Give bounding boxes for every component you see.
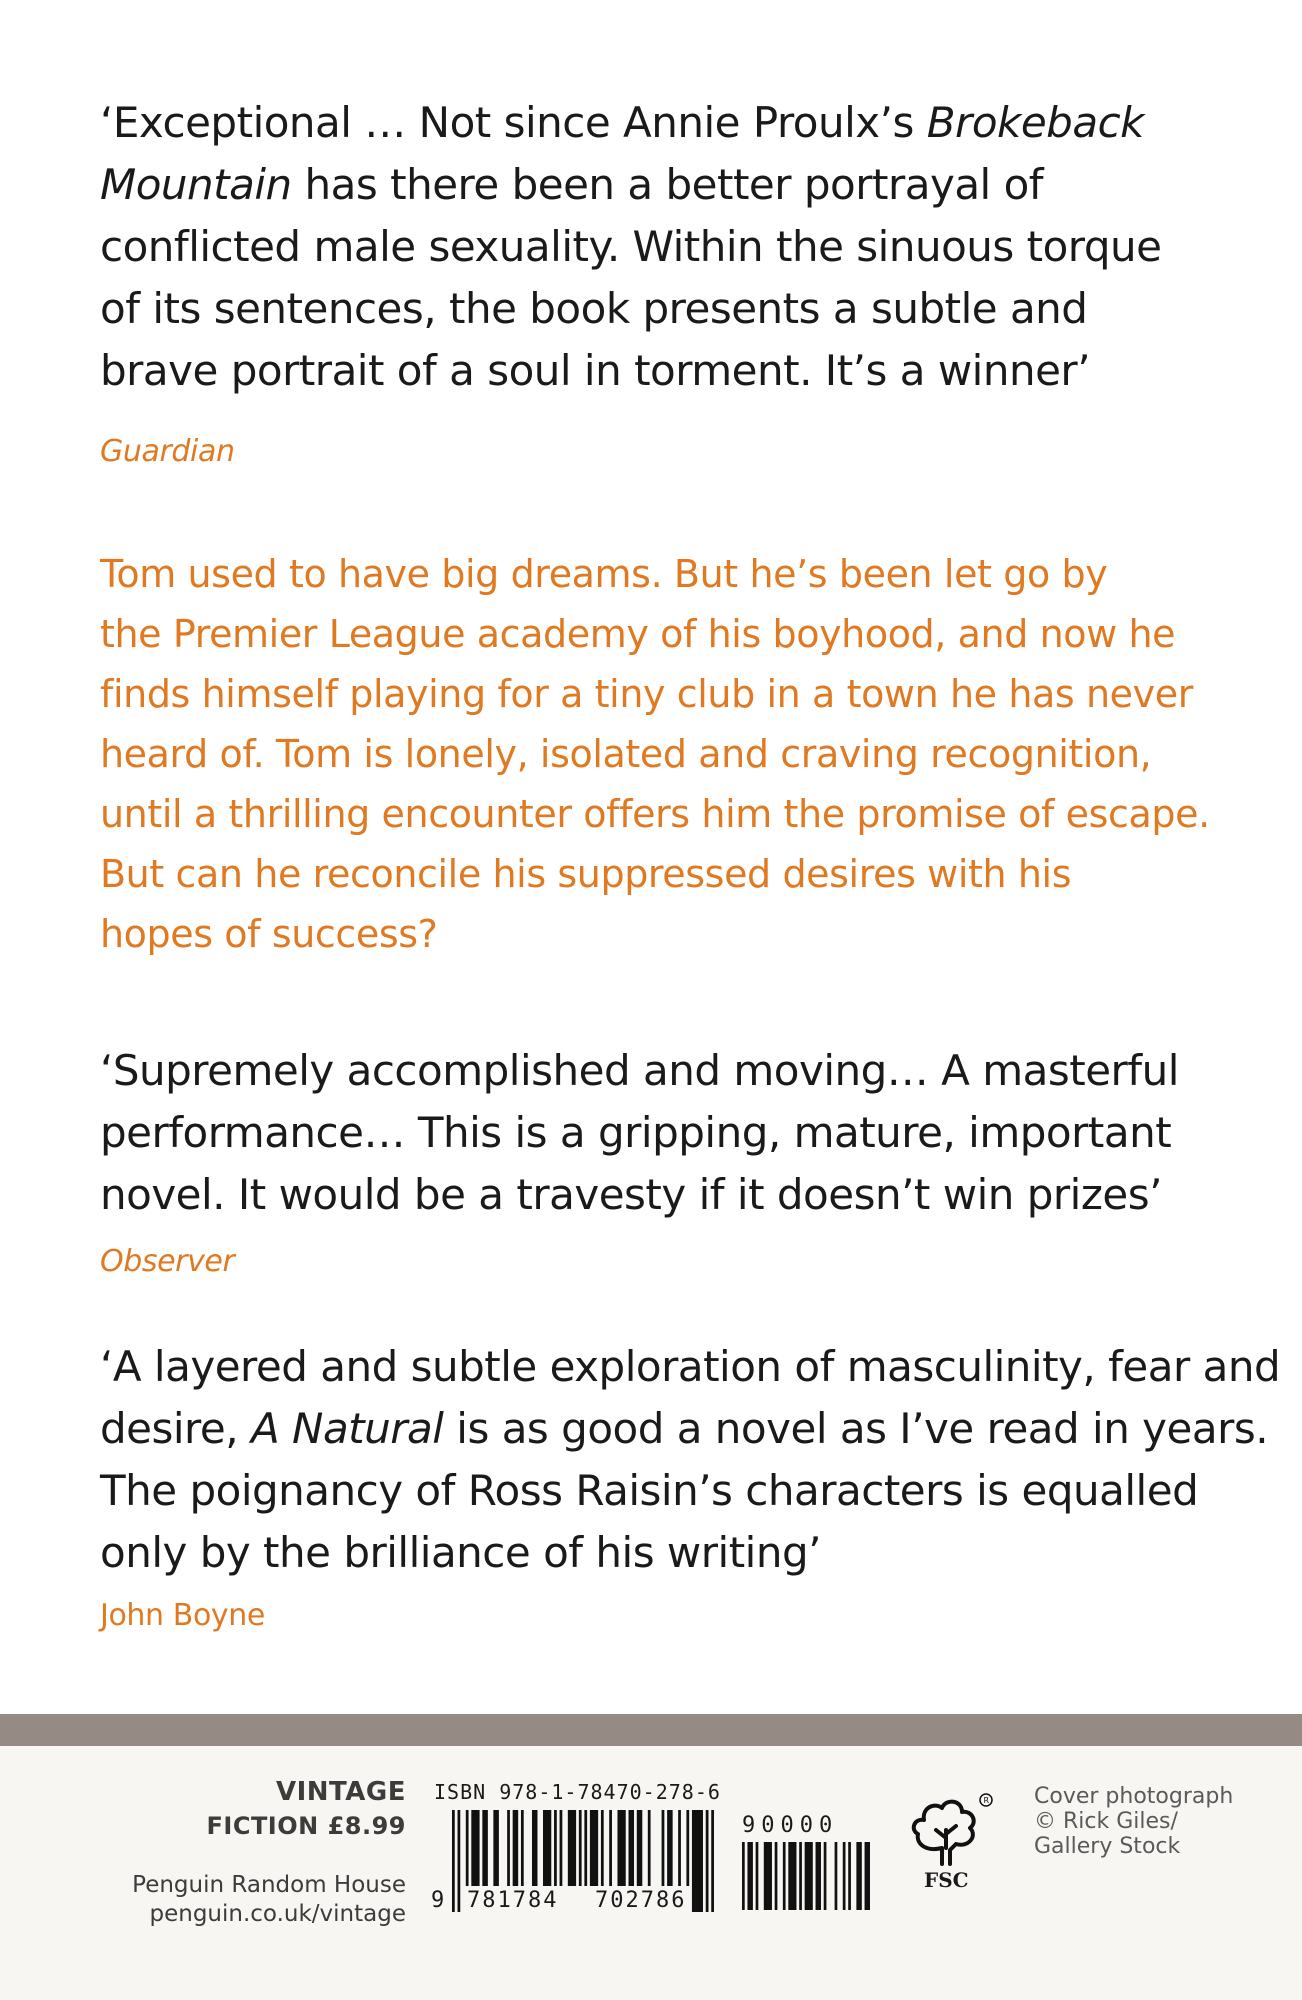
barcode-bar [742, 1842, 745, 1910]
synopsis-line: finds himself playing for a tiny club in a town he has never [100, 672, 1193, 716]
barcode-bar [706, 1810, 709, 1912]
quote-line: Mountain has there been a better portrayal of [100, 160, 1044, 209]
synopsis-line: But can he reconcile his suppressed desires with his [100, 852, 1072, 896]
quote-line: conflicted male sexuality. Within the sinuous torque [100, 222, 1162, 271]
quote-line: novel. It would be a travesty if it doesn’t win prizes’ [100, 1170, 1162, 1219]
barcode-bar [532, 1810, 538, 1886]
barcode-bar [507, 1810, 510, 1886]
barcode-bar [584, 1810, 587, 1886]
john-boyne-attribution: John Boyne [100, 1598, 265, 1633]
barcode-bar [667, 1810, 673, 1886]
barcode-right-digits: 702786 [595, 1888, 687, 1913]
price-addon-barcode [742, 1842, 870, 1910]
barcode-bar [617, 1810, 625, 1886]
barcode-bar [805, 1842, 813, 1910]
barcode-bar [521, 1810, 524, 1886]
barcode-bar [835, 1842, 838, 1910]
barcode-bar [824, 1842, 827, 1910]
barcode-bar [692, 1810, 703, 1912]
quote-line: of its sentences, the book presents a subtle and [100, 284, 1088, 333]
barcode-first-digit: 9 [431, 1888, 447, 1913]
barcode-bar [637, 1810, 643, 1886]
synopsis-line: hopes of success? [100, 912, 438, 956]
cover-credit-line: Gallery Stock [1034, 1834, 1181, 1859]
price-code-digits: 90000 [742, 1813, 839, 1838]
fsc-label: FSC [924, 1868, 969, 1892]
barcode-bar [648, 1810, 651, 1886]
barcode-bar [590, 1810, 598, 1886]
barcode-bar [466, 1810, 469, 1886]
barcode-bar [568, 1810, 576, 1886]
barcode-bar [579, 1810, 582, 1886]
guardian-attribution: Guardian [100, 434, 235, 469]
fsc-tree-icon [906, 1790, 1002, 1866]
barcode-left-digits: 781784 [467, 1888, 559, 1913]
barcode-bar [609, 1810, 612, 1886]
publisher-name: Penguin Random House [132, 1872, 406, 1898]
divider-band [0, 1714, 1302, 1746]
observer-attribution: Observer [100, 1244, 235, 1279]
barcode-bar [856, 1842, 861, 1910]
barcode-bar [788, 1842, 796, 1910]
quote-line: brave portrait of a soul in torment. It’s a winner’ [100, 346, 1091, 395]
barcode-bar [783, 1842, 786, 1910]
quote-line: only by the brilliance of his writing’ [100, 1528, 821, 1577]
barcode-bar [560, 1810, 563, 1886]
barcode-bar [629, 1810, 635, 1886]
barcode-bar [452, 1810, 455, 1912]
quote-line: desire, A Natural is as good a novel as I’ve read in years. [100, 1404, 1269, 1453]
barcode-bar [747, 1842, 752, 1910]
barcode-bar [865, 1842, 870, 1910]
isbn-text: ISBN 978-1-78470-278-6 [434, 1780, 721, 1804]
barcode-bar [816, 1842, 821, 1910]
barcode-bar [482, 1810, 488, 1886]
barcode-bar [471, 1810, 479, 1886]
quote-line: The poignancy of Ross Raisin’s characters is equalled [100, 1466, 1199, 1515]
synopsis-line: Tom used to have big dreams. But he’s been let go by [100, 552, 1108, 596]
barcode-bar [711, 1810, 714, 1912]
cover-credit-line: © Rick Giles/ [1034, 1809, 1178, 1834]
guardian-quote [100, 92, 1240, 402]
observer-quote [100, 1040, 1240, 1226]
barcode-bar [513, 1810, 519, 1886]
barcode-bar [843, 1842, 846, 1910]
publisher-website: penguin.co.uk/vintage [149, 1901, 406, 1927]
quote-line: ‘Exceptional … Not since Annie Proulx’s Brokeback [100, 98, 1144, 147]
synopsis-line: heard of. Tom is lonely, isolated and craving recognition, [100, 732, 1152, 776]
barcode-bar [686, 1810, 689, 1886]
barcode-bar [601, 1810, 604, 1886]
john-boyne-quote [100, 1336, 1281, 1584]
imprint-name: VINTAGE [276, 1777, 406, 1807]
quote-line: ‘Supremely accomplished and moving… A masterful [100, 1046, 1179, 1095]
barcode-bar [799, 1842, 802, 1910]
barcode-bar [756, 1842, 759, 1910]
synopsis-line: until a thrilling encounter offers him the promise of escape. [100, 792, 1210, 836]
quote-line: ‘A layered and subtle exploration of masculinity, fear and [100, 1342, 1281, 1391]
synopsis [100, 544, 1250, 964]
quote-line: performance… This is a gripping, mature, important [100, 1108, 1172, 1157]
barcode-bar [678, 1810, 681, 1886]
category-price: FICTION £8.99 [206, 1812, 406, 1840]
barcode-bar [662, 1810, 665, 1886]
barcode-bar [848, 1842, 851, 1910]
barcode-bar [458, 1810, 461, 1912]
cover-credit-line: Cover photograph [1034, 1784, 1234, 1809]
barcode-bar [543, 1810, 551, 1886]
barcode-bar [554, 1810, 557, 1886]
synopsis-line: the Premier League academy of his boyhood, and now he [100, 612, 1176, 656]
barcode-bar [493, 1810, 499, 1886]
barcode-bar [764, 1842, 772, 1910]
svg-text:R: R [983, 1796, 990, 1805]
barcode-bar [775, 1842, 778, 1910]
